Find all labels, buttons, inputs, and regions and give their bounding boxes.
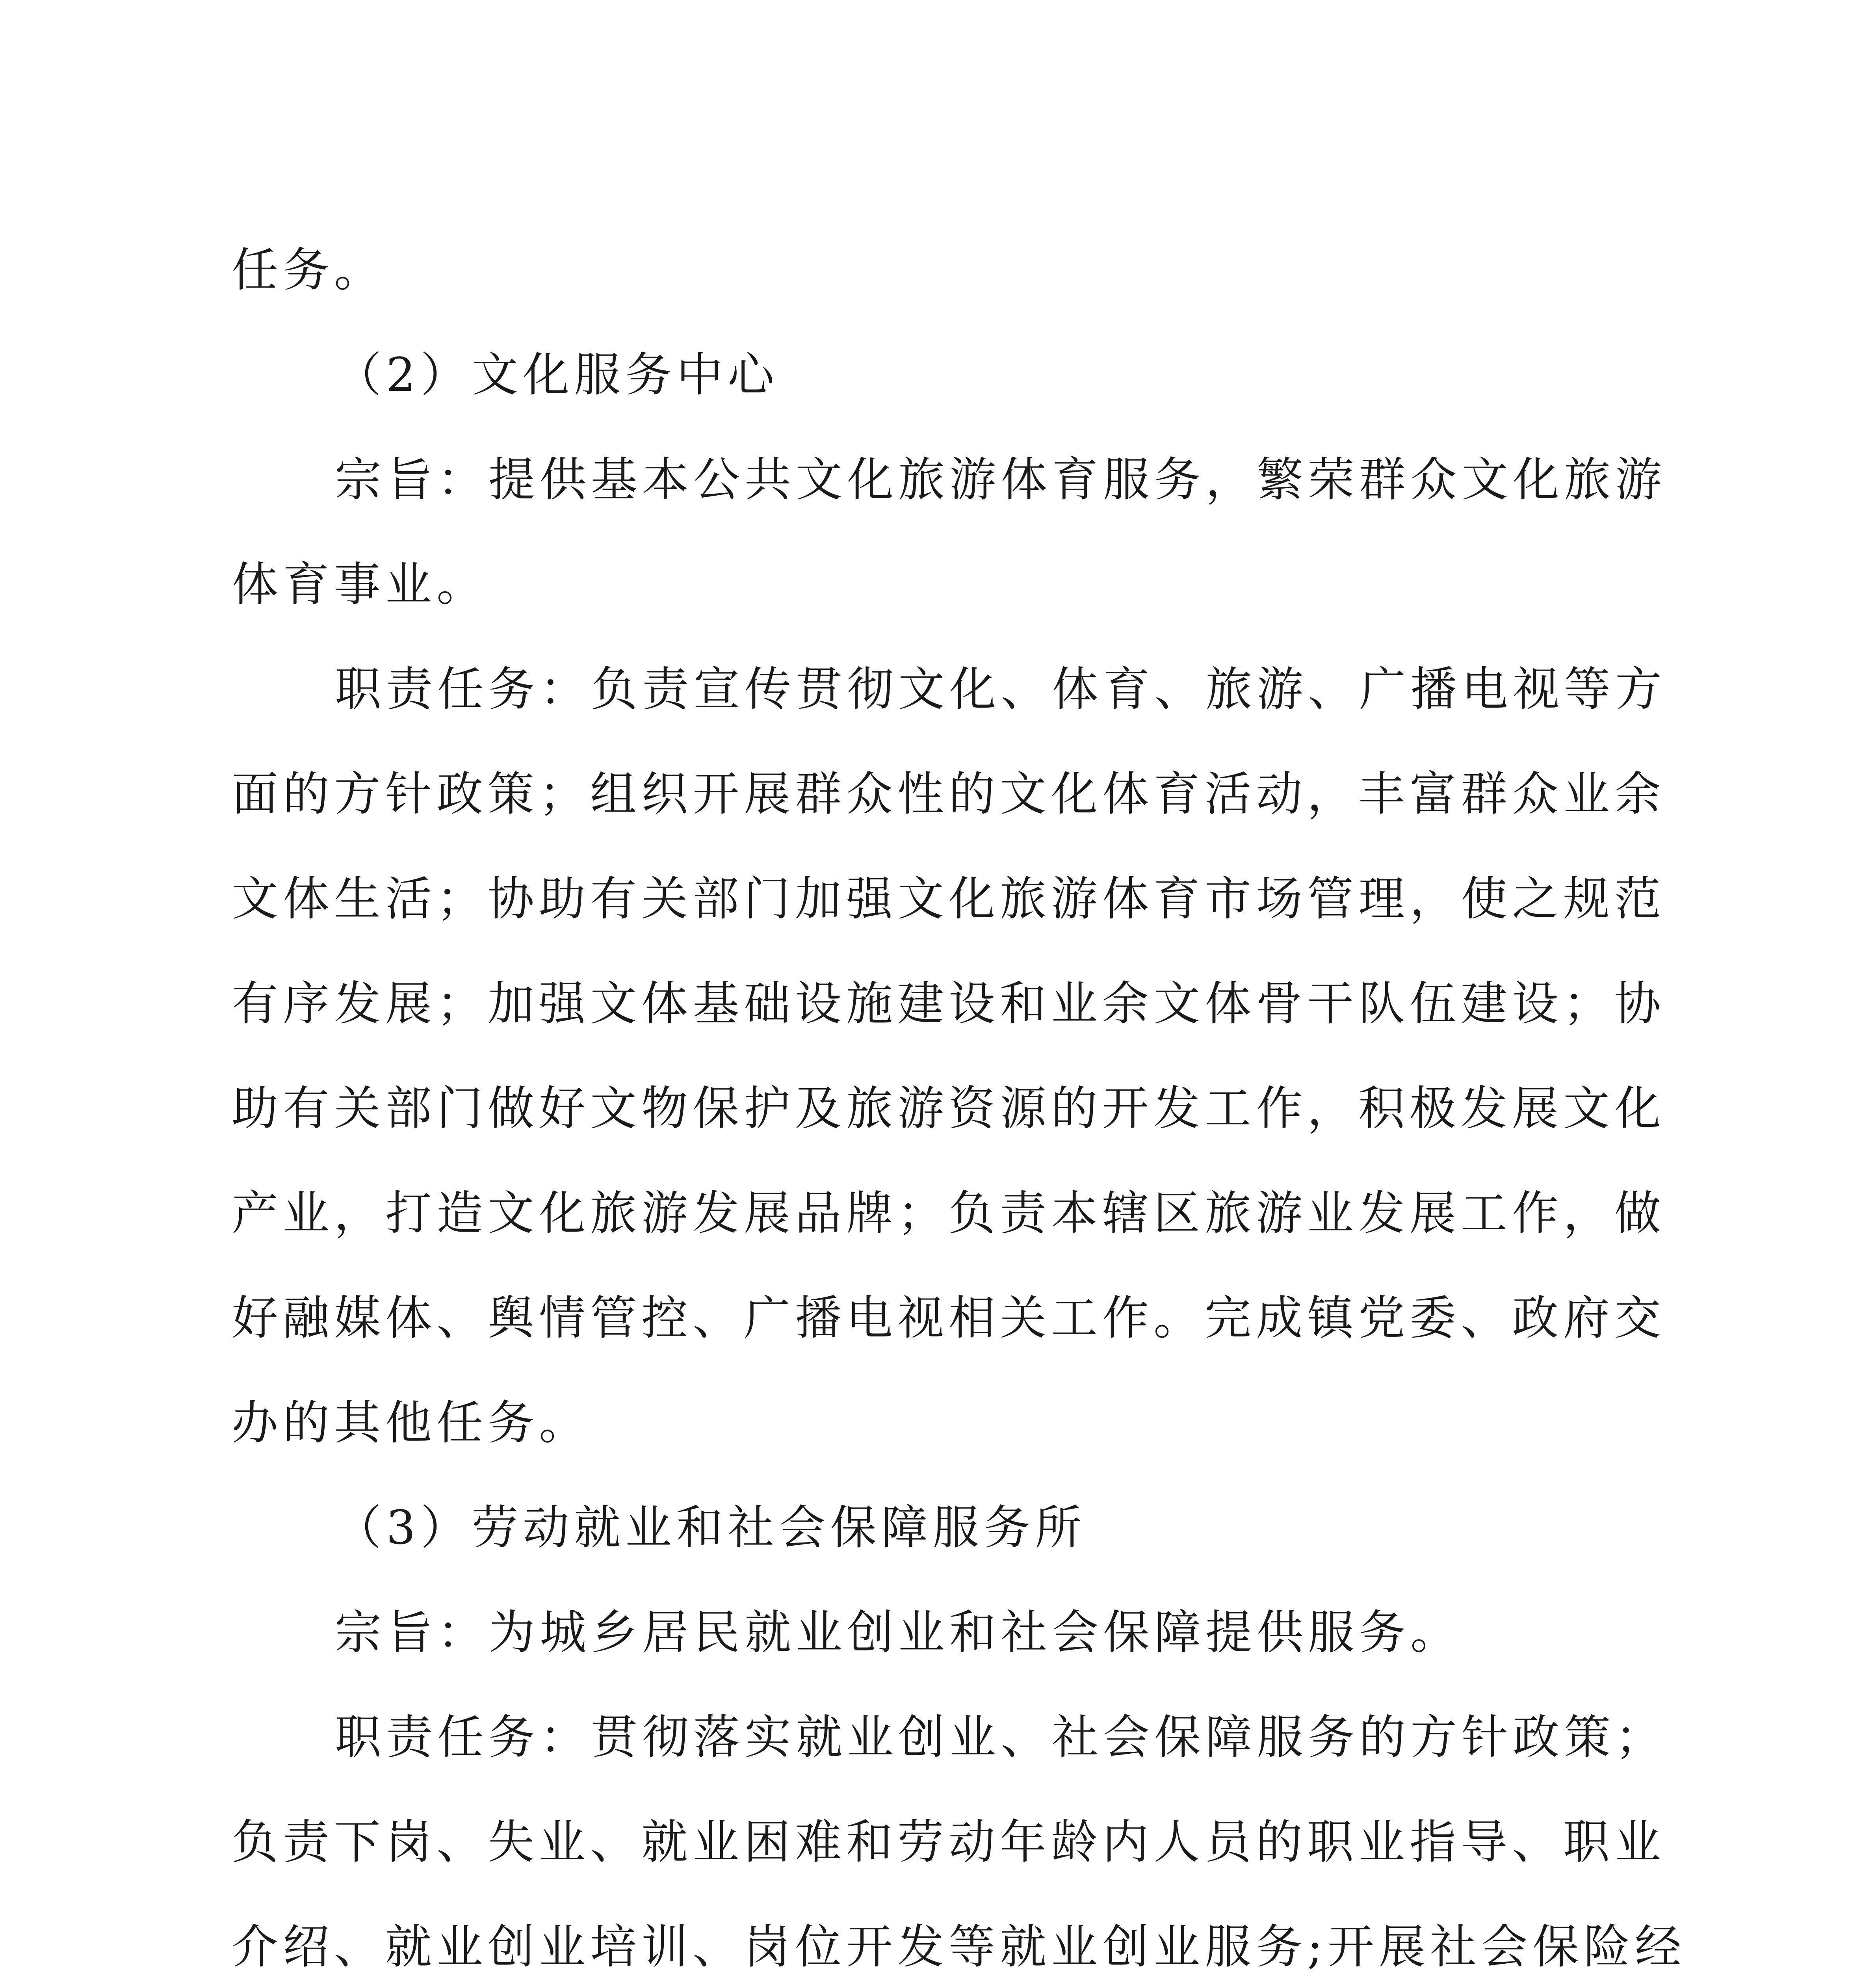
text-line: 助有关部门做好文物保护及旅游资源的开发工作，积极发展文化: [232, 1081, 1666, 1136]
text-line: 职责任务：负责宣传贯彻文化、体育、旅游、广播电视等方: [335, 662, 1667, 716]
text-line: 任务。: [232, 243, 386, 297]
section-heading: （3）劳动就业和社会保障服务所: [335, 1500, 1087, 1555]
text-line: 介绍、就业创业培训、岗位开发等就业创业服务;开展社会保险经: [232, 1920, 1686, 1970]
text-line: 宗旨：提供基本公共文化旅游体育服务，繁荣群众文化旅游: [335, 452, 1667, 507]
text-line: 宗旨：为城乡居民就业创业和社会保障提供服务。: [335, 1605, 1462, 1660]
section-heading: （2）文化服务中心: [335, 348, 779, 402]
text-line: 负责下岗、失业、就业困难和劳动年龄内人员的职业指导、职业: [232, 1815, 1666, 1869]
text-line: 有序发展；加强文体基础设施建设和业余文体骨干队伍建设；协: [232, 976, 1666, 1031]
text-line: 办的其他任务。: [232, 1396, 591, 1450]
text-line: 产业，打造文化旅游发展品牌；负责本辖区旅游业发展工作，做: [232, 1186, 1666, 1240]
text-line: 文体生活；协助有关部门加强文化旅游体育市场管理，使之规范: [232, 872, 1666, 926]
text-line: 职责任务：贯彻落实就业创业、社会保障服务的方针政策；: [335, 1710, 1667, 1764]
text-line: 好融媒体、舆情管控、广播电视相关工作。完成镇党委、政府交: [232, 1291, 1666, 1345]
text-line: 体育事业。: [232, 557, 488, 611]
text-line: 面的方针政策；组织开展群众性的文化体育活动，丰富群众业余: [232, 767, 1666, 821]
